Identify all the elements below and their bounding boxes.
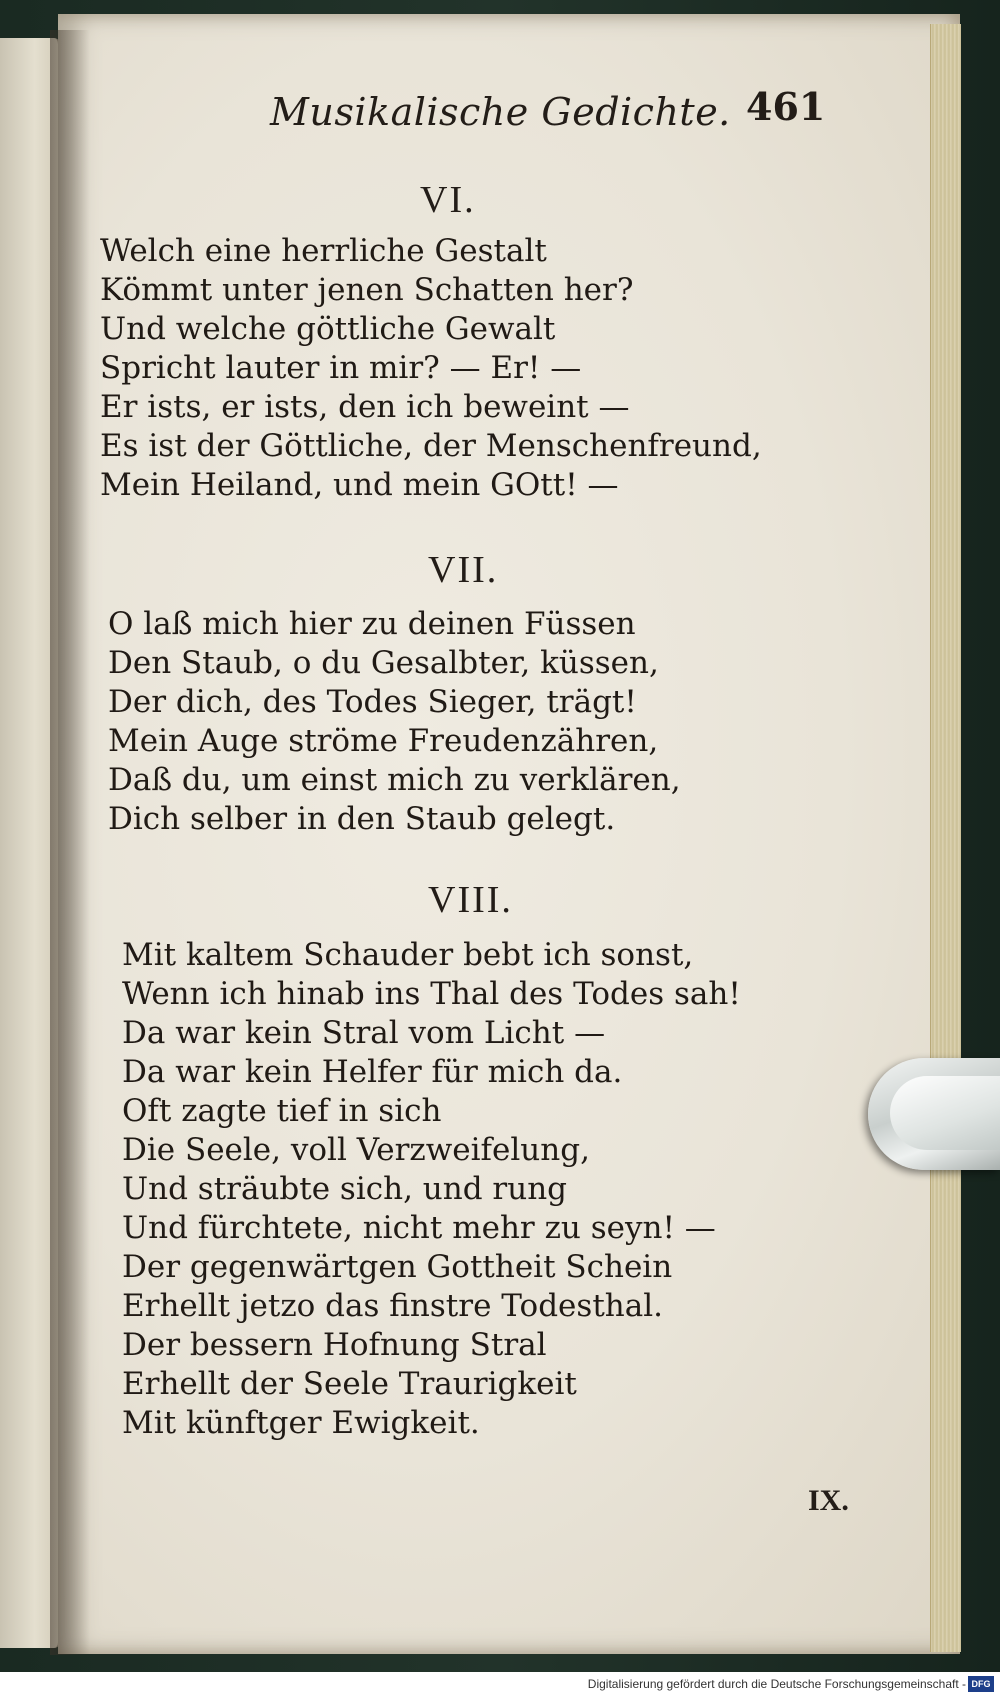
verse-line: Erhellt jetzo das finstre Todesthal. [122,1288,663,1324]
verse-line: Und sträubte sich, und rung [122,1171,568,1207]
verse-line: Dich selber in den Staub gelegt. [108,801,616,837]
verse-line: Erhellt der Seele Traurigkeit [122,1366,577,1402]
verse-line: Da war kein Stral vom Licht — [122,1015,606,1051]
verse-line: Mein Auge ströme Freudenzähren, [108,723,659,759]
stanza-vi [100,232,762,505]
verse-line: Mit künftger Ewigkeit. [122,1405,480,1441]
verse-line: Mit kaltem Schauder bebt ich sonst, [122,937,694,973]
stanza-number-vi: VI. [420,179,476,221]
page-number: 461 [746,84,826,129]
verse-line: Daß du, um einst mich zu verklären, [108,762,681,798]
verse-line: O laß mich hier zu deinen Füssen [108,606,636,642]
verse-line: Es ist der Göttliche, der Menschenfreund, [100,428,762,464]
stanza-number-viii: VIII. [428,879,513,921]
verse-line: Da war kein Helfer für mich da. [122,1054,623,1090]
verse-line: Spricht lauter in mir? — Er! — [100,350,582,386]
verse-line: Die Seele, voll Verzweifelung, [122,1132,590,1168]
gutter-shadow [50,30,90,1655]
page-block-edge [930,24,961,1652]
verse-line: Welch eine herrliche Gestalt [100,233,547,269]
stanza-number-vii: VII. [428,549,499,591]
running-head: Musikalische Gedichte. [270,90,731,134]
verse-line: Er ists, er ists, den ich beweint — [100,389,630,425]
verse-line: Der bessern Hofnung Stral [122,1327,547,1363]
digitization-credit: Digitalisierung gefördert durch die Deutsche Forschungsgemeinschaft - [587,1677,966,1691]
stanza-vii [108,605,681,839]
page-header [270,84,826,144]
verse-line: Und fürchtete, nicht mehr zu seyn! — [122,1210,716,1246]
catchword: IX. [808,1484,849,1517]
page-clip [868,1058,1000,1170]
verse-line: Mein Heiland, und mein GOtt! — [100,467,619,503]
page-clip-highlight [890,1076,1000,1150]
verse-line: Den Staub, o du Gesalbter, küssen, [108,645,659,681]
stanza-viii [122,936,741,1443]
verse-line: Oft zagte tief in sich [122,1093,442,1129]
verse-line: Der dich, des Todes Sieger, trägt! [108,684,637,720]
verse-line: Kömmt unter jenen Schatten her? [100,272,634,308]
verse-line: Und welche göttliche Gewalt [100,311,556,347]
verse-line: Der gegenwärtgen Gottheit Schein [122,1249,673,1285]
dfg-logo: DFG [968,1676,994,1692]
verse-line: Wenn ich hinab ins Thal des Todes sah! [122,976,741,1012]
